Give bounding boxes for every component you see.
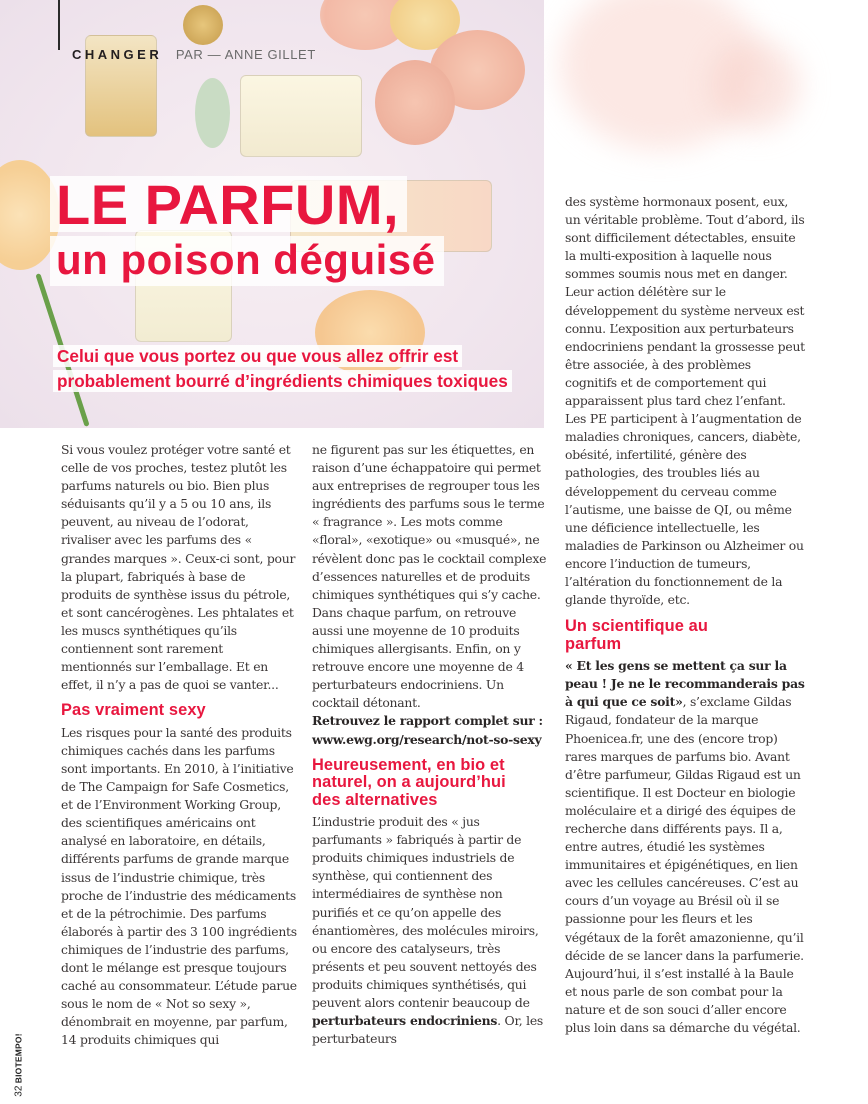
rose [375, 60, 455, 145]
vertical-rule [58, 0, 60, 50]
bottle-cap [195, 78, 230, 148]
title-line-1: LE PARFUM, [50, 176, 407, 232]
standfirst [53, 344, 523, 394]
bold-term: perturbateurs endocriniens [312, 1013, 498, 1029]
body-text: . Or, les perturbateurs [312, 1013, 544, 1047]
body-paragraph [565, 657, 805, 1037]
section-kicker [72, 47, 316, 62]
column-3 [565, 193, 805, 1037]
column-1 [61, 441, 297, 1050]
byline: PAR — ANNE GILLET [175, 47, 316, 62]
column-2 [312, 441, 548, 1048]
article-title [50, 173, 444, 286]
body-paragraph: Les risques pour la santé des produits chimiques cachés dans les parfums sont importants. En 2010, à l’initiative de The Campaign for Safe Cosmetics, et de l’Environment Working Group, des scientifiques américains ont analysé en laboratoire, en détails, différents parfums de grande marque issus de l’industrie chimique, très proche de l’industrie des médicaments et de la pétrochimie. Des parfums élaborés à partir des 3 100 ingrédients chimiques de l’industrie des parfums, dont le mélange est presque toujours caché au consommateur. L’étude parue sous le nom de « Not so sexy », dénombrait en moyenne, par parfum, 14 produits chimiques qui [61, 724, 297, 1048]
pull-quote: « Et les gens se mettent ça sur la peau ! Je ne le recommanderais pas à qui que ce soit» [565, 658, 805, 710]
folio [2, 1033, 25, 1097]
body-text: , s’exclame Gildas Rigaud, fondateur de la marque Phoenicea.fr, une des (encore trop) rares marques de parfums bio. Avant d’être parfumeur, Gildas Rigaud est un scientifique. Il est Docteur en biologie moléculaire et a dirigé des équipes de recherche dans différents pays. Il a, entre autres, étudié les systèmes immunitaires et épigénétiques, en lien avec les cellules cancéreuses. C’est au cours d’un voyage au Brésil où il se passionne pour les fleurs et les végétaux de la forêt amazonienne, qu’il décide de se lancer dans la parfumerie. Aujourd’hui, il s’est installé à la Baule et nous parle de son combat pour la nature et de son souci d’aller encore plus loin dans sa démarche du végétal. [565, 694, 804, 1036]
report-link[interactable]: www.ewg.org/research/not-so-sexy [312, 731, 542, 747]
report-label: Retrouvez le rapport complet sur : [312, 713, 543, 729]
subhead-pas-vraiment-sexy: Pas vraiment sexy [61, 701, 206, 720]
rubric-label: CHANGER [72, 47, 163, 62]
subhead-un-scientifique: Un scientifique au parfum [565, 617, 708, 653]
perfume-bottle [240, 75, 362, 157]
page-number: 32 [13, 1085, 25, 1097]
title-line-2: un poison déguisé [50, 236, 444, 286]
body-paragraph: des système hormonaux posent, eux, un véritable problème. Tout d’abord, ils sont difficilement détectables, ensuite la multi-exposition à laquelle nous sommes soumis nous met en danger. Leur action délétère sur le développement du système nerveux est connu. L’exposition aux perturbateurs endocriniens pendant la grossesse peut être associée, à des problèmes cognitifs et de comportement qui apparaissent plus tard chez l’enfant. Les PE participent à l’augmentation de maladies chroniques, cancers, diabète, obésité, infertilité, génère des pathologies, des troubles liés au développement du cerveau comme l’autisme, une baisse de QI, ou même une déficience intellectuelle, les maladies de Parkinson ou Alzheimer ou encore l’induction de tumeurs, l’altération du fonctionnement de la glande thyroïde, etc. [565, 194, 805, 608]
decorative-haze-small [710, 40, 800, 130]
body-paragraph: ne figurent pas sur les étiquettes, en raison d’une échappatoire qui permet aux entreprises de regrouper tous les ingrédients des parfums sous le terme « fragrance ». Les mots comme «floral», «exotique» ou «musqué», ne révèlent donc pas le cocktail complexe d’essences naturelles et de produits chimiques synthétiques qui s’y cache. Dans chaque parfum, on retrouve aussi une moyenne de 10 produits chimiques allergisants. Enfin, on y retrouve encore une moyenne de 4 perturbateurs endocriniens. Un cocktail détonant. [312, 442, 547, 711]
magazine-name: BIOTEMPO! [13, 1033, 24, 1084]
bottle-cap [183, 5, 223, 45]
body-text: L’industrie produit des « jus parfumants » fabriqués à partir de produits chimiques industriels de synthèse, qui contiennent des intermédiaires de synthèse non purifiés et ce qu’on appelle des énantiomères, des molécules miroirs, ou encore des catalyseurs, très présents et peu souvent nettoyés des produits chimiques synthétisés, qui peuvent alors contenir beaucoup de [312, 814, 539, 1011]
subhead-alternatives: Heureusement, en bio et naturel, on a aujourd’hui des alternatives [312, 755, 506, 809]
standfirst-text: Celui que vous portez ou que vous allez offrir est probablement bourré d’ingrédients chimiques toxiques [53, 345, 512, 392]
intro-paragraph: Si vous voulez protéger votre santé et celle de vos proches, testez plutôt les parfums naturels ou bio. Bien plus séduisants qu’il y a 5 ou 10 ans, ils peuvent, au niveau de l’odorat, rivaliser avec les parfums des « grandes marques ». Ceux-ci sont, pour la plupart, fabriqués à base de produits de synthèse issus du pétrole, et sont cancérogènes. Les phtalates et les muscs synthétiques qu’ils contiennent sont rarement mentionnés sur l’emballage. Et en effet, il n’y a pas de quoi se vanter... [61, 442, 296, 693]
body-paragraph [312, 813, 548, 1048]
